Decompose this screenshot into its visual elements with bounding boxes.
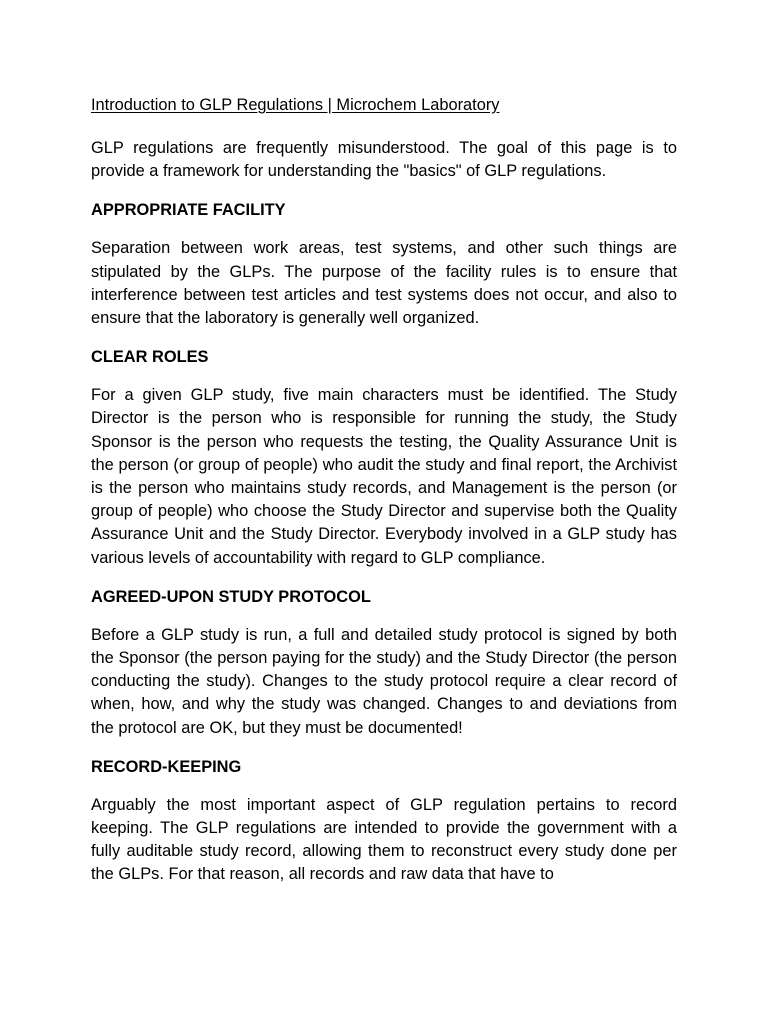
section-appropriate-facility (91, 199, 677, 330)
section-body: Arguably the most important aspect of GLP regulation pertains to record keeping. The GLP regulations are intended to provide the government with a fully auditable study record, allowing them to reconstruct every study done per the GLPs. For that reason, all records and raw data that have to (91, 795, 677, 884)
document-title: Introduction to GLP Regulations | Microchem Laboratory (91, 96, 500, 114)
section-heading: APPROPRIATE FACILITY (91, 201, 286, 220)
section-study-protocol (91, 586, 677, 740)
intro-paragraph: GLP regulations are frequently misunderstood. The goal of this page is to provide a framework for understanding the "basics" of GLP regulations. (91, 139, 677, 181)
section-record-keeping (91, 756, 677, 887)
section-body: Before a GLP study is run, a full and detailed study protocol is signed by both the Sponsor (the person paying for the study) and the Study Director (the person conducting the study). Changes to the study protocol require a clear record of when, how, and why the study was changed. Changes to and deviations from the protocol are OK, but they must be documented! (91, 625, 677, 737)
section-clear-roles (91, 346, 677, 570)
section-heading: CLEAR ROLES (91, 348, 209, 367)
section-heading: AGREED-UPON STUDY PROTOCOL (91, 587, 371, 606)
document-page (91, 94, 677, 903)
section-heading: RECORD-KEEPING (91, 757, 242, 776)
section-body: For a given GLP study, five main characters must be identified. The Study Director is the person who is responsible for running the study, the Study Sponsor is the person who requests the testing, the Quality Assurance Unit is the person (or group of people) who audit the study and final report, the Archivist is the person who maintains study records, and Management is the person (or group of people) who choose the Study Director and supervise both the Quality Assurance Unit and the Study Director. Everybody involved in a GLP study has various levels of accountability with regard to GLP compliance. (91, 386, 677, 567)
section-body: Separation between work areas, test systems, and other such things are stipulated by the GLPs. The purpose of the facility rules is to ensure that interference between test articles and test systems does not occur, and also to ensure that the laboratory is generally well organized. (91, 239, 677, 328)
